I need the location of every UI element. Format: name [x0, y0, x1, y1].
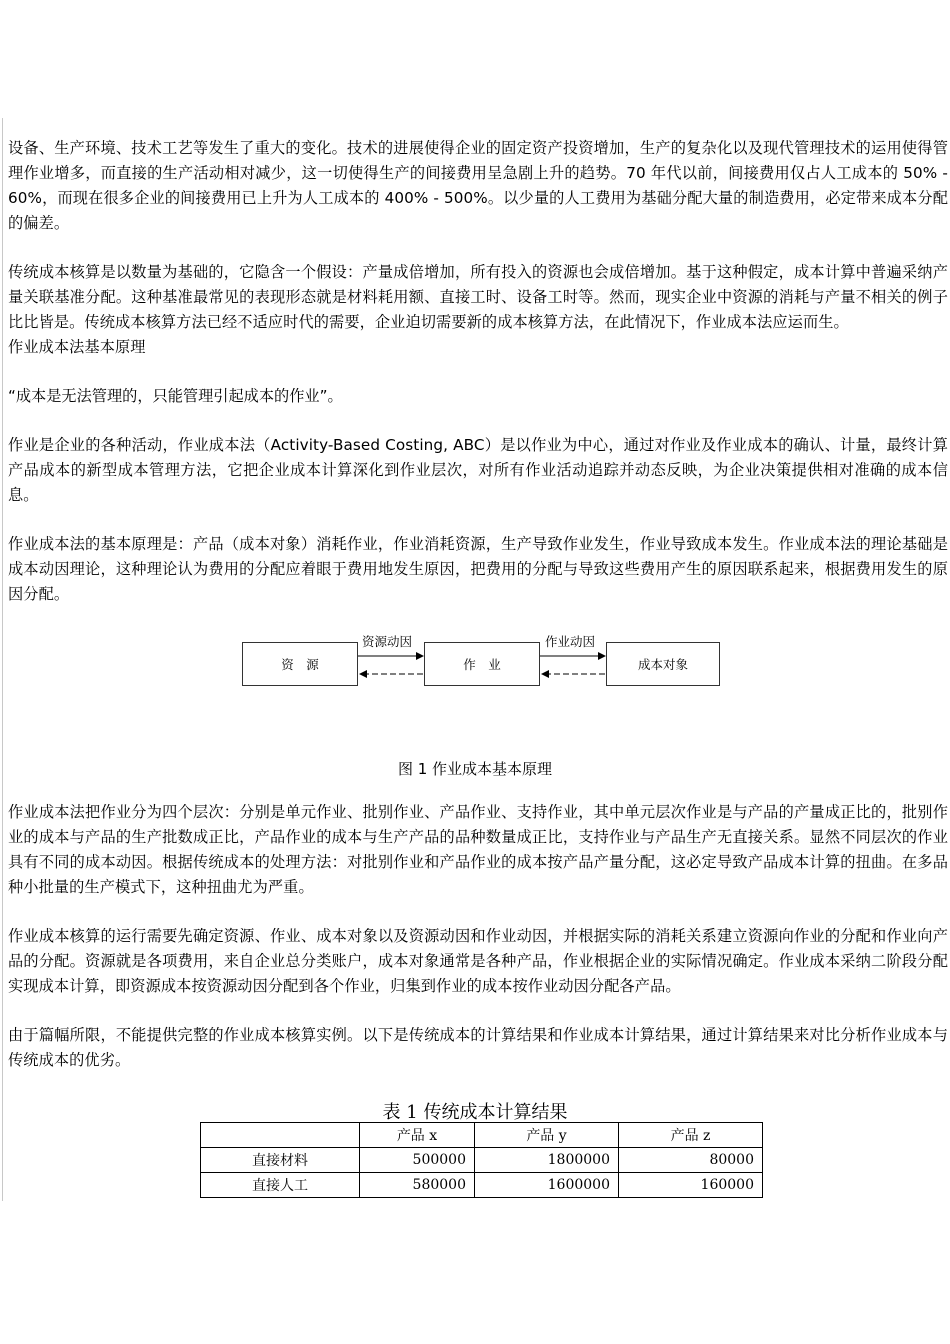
cell-x: 500000 [360, 1148, 475, 1173]
cell-y: 1600000 [475, 1173, 619, 1198]
left-margin-rule [2, 118, 3, 1201]
diagram-arrows [242, 634, 722, 690]
paragraph-2: 传统成本核算是以数量为基础的，它隐含一个假设：产量成倍增加，所有投入的资源也会成倍增加。基于这种假定，成本计算中普遍采纳产量关联基准分配。这种基准最常见的表现形态就是材料耗用额、直接工时、设备工时等。然而，现实企业中资源的消耗与产量不相关的例子比比皆是。传统成本核算方法已经不适应时代的需要，企业迫切需要新的成本核算方法，在此情况下，作业成本法应运而生。 [8, 263, 948, 331]
cell-z: 160000 [619, 1173, 763, 1198]
table-header-product-z: 产品 z [619, 1123, 763, 1148]
row-label: 直接材料 [201, 1148, 360, 1173]
row-label: 直接人工 [201, 1173, 360, 1198]
traditional-cost-table [200, 1122, 763, 1198]
paragraph-3: 作业是企业的各种活动，作业成本法（Activity-Based Costing, ABC）是以作业为中心，通过对作业及作业成本的确认、计量，最终计算产品成本的新型成本管理方法，它把企业成本计算深化到作业层次，对所有作业活动追踪并动态反映，为企业决策提供相对准确的成本信息。 [8, 436, 948, 504]
abc-principle-diagram [242, 634, 722, 690]
section-heading: 作业成本法基本原理 [8, 338, 146, 356]
figure-caption: 图 1 作业成本基本原理 [397, 760, 553, 778]
table-header-empty [201, 1123, 360, 1148]
paragraph-1: 设备、生产环境、技术工艺等发生了重大的变化。技术的进展使得企业的固定资产投资增加，生产的复杂化以及现代管理技术的运用使得管理作业增多，而直接的生产活动相对减少，这一切使得生产的间接费用呈急剧上升的趋势。70 年代以前，间接费用仅占人工成本的 50% - 60%，而现在很多企业的间接费用已上升为人工成本的 400% - 500%。以少量的人工费用为基础分配大量的制造费用，必定带来成本分配的偏差。 [8, 139, 948, 232]
diagram-box-resources: 资 源 [242, 642, 358, 686]
table-row [201, 1148, 763, 1173]
table-row [201, 1173, 763, 1198]
document-body-continued [8, 800, 948, 1097]
cell-z: 80000 [619, 1148, 763, 1173]
cell-x: 580000 [360, 1173, 475, 1198]
paragraph-4: 作业成本法的基本原理是：产品（成本对象）消耗作业，作业消耗资源，生产导致作业发生，作业导致成本发生。作业成本法的理论基础是成本动因理论，这种理论认为费用的分配应着眼于费用地发生原因，把费用的分配与导致这些费用产生的原因联系起来，根据费用发生的原因分配。 [8, 535, 948, 603]
table-header-product-x: 产品 x [360, 1123, 475, 1148]
cell-y: 1800000 [475, 1148, 619, 1173]
quote-line: “成本是无法管理的，只能管理引起成本的作业”。 [8, 387, 343, 405]
table-header-product-y: 产品 y [475, 1123, 619, 1148]
paragraph-6: 作业成本核算的运行需要先确定资源、作业、成本对象以及资源动因和作业动因，并根据实际的消耗关系建立资源向作业的分配和作业向产品的分配。资源就是各项费用，来自企业总分类账户，成本对象通常是各种产品，作业根据企业的实际情况确定。作业成本采纳二阶段分配实现成本计算，即资源成本按资源动因分配到各个作业，归集到作业的成本按作业动因分配各产品。 [8, 927, 948, 995]
diagram-box-cost-object: 成本对象 [606, 642, 720, 686]
label-activity-driver: 作业动因 [545, 634, 596, 649]
document-body [8, 136, 948, 631]
paragraph-7: 由于篇幅所限，不能提供完整的作业成本核算实例。以下是传统成本的计算结果和作业成本计算结果，通过计算结果来对比分析作业成本与传统成本的优劣。 [8, 1026, 948, 1069]
paragraph-5: 作业成本法把作业分为四个层次：分别是单元作业、批别作业、产品作业、支持作业，其中单元层次作业是与产品的产量成正比的，批别作业的成本与产品的生产批数成正比，产品作业的成本与生产产品的品种数量成正比，支持作业与产品生产无直接关系。显然不同层次的作业具有不同的成本动因。根据传统成本的处理方法：对批别作业和产品作业的成本按产品产量分配，这必定导致产品成本计算的扭曲。在多品种小批量的生产模式下，这种扭曲尤为严重。 [8, 803, 948, 896]
table-title: 表 1 传统成本计算结果 [382, 1102, 568, 1123]
table-header-row [201, 1123, 763, 1148]
diagram-box-activity: 作 业 [424, 642, 540, 686]
label-resource-driver: 资源动因 [362, 634, 413, 649]
